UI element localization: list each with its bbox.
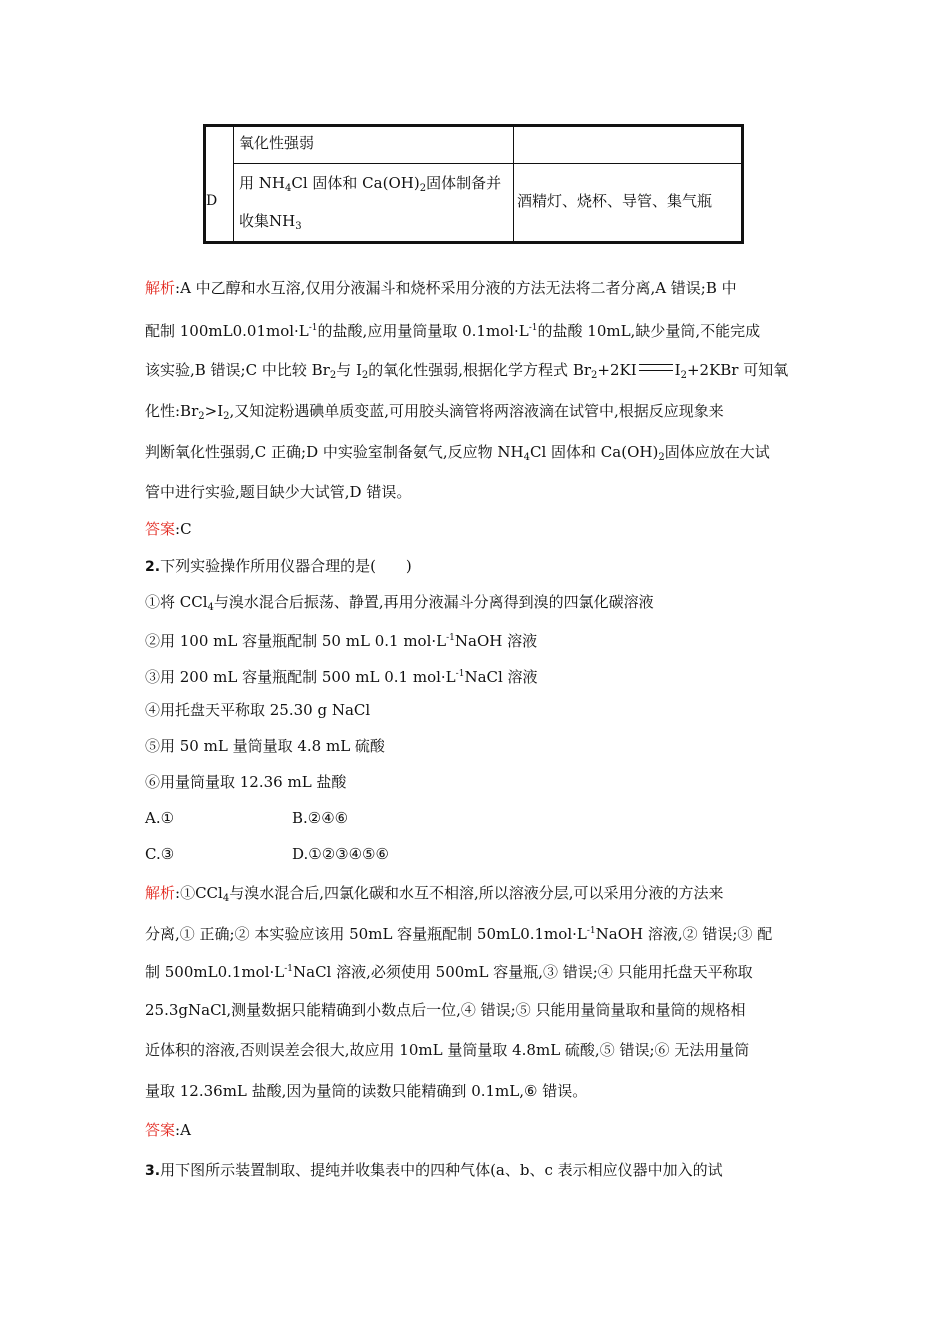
answer1: 答案:C [145,520,192,538]
analysis2-line3: 制 $500mL0.1mol\cdot L^{-1}NaCl$ 溶液,必须使用 500mL 容量瓶,③ 错误;④ 只能用托盘天平称取 [145,963,753,981]
question2-option6: ⑥用量筒量取 12.36 mL 盐酸 [145,773,347,791]
question2-option2: ②用 100 mL 容量瓶配制 50 mL 0.1 $mol\cdot L^{-1}NaOH$ 溶液 [145,632,538,650]
analysis1-line5: 判断氧化性强弱,C 正确;D 中实验室制备氨气,反应物 $NH_4Cl$ 固体和 $Ca(OH)_2$固体应放在大试 [145,443,770,463]
table-divider [233,127,234,241]
choice-c: C.③ [145,845,175,863]
analysis2-line6: 量取 12.36mL 盐酸,因为量筒的读数只能精确到 0.1mL,⑥ 错误。 [145,1082,588,1100]
table-divider [513,127,514,241]
question2-option5: ⑤用 50 mL 量筒量取 4.8 mL 硫酸 [145,737,385,755]
equation-equals-sign [639,364,673,371]
table-row2-content-line2: 收集$NH_3$ [239,212,302,232]
analysis1-line3: 该实验,B 错误;C 中比较 $Br_2$与 $I_2$的氧化性强弱,根据化学方程式 $Br_2+2KI$ $I_2+2KBr$ 可知氧 [145,361,789,381]
analysis-label: 解析 [145,884,176,902]
analysis2-line4: 25.3gNaCl,测量数据只能精确到小数点后一位,④ 错误;⑤ 只能用量筒量取和量筒的规格相 [145,1001,746,1019]
analysis1-line6: 管中进行实验,题目缺少大试管,D 错误。 [145,483,412,501]
question2-option1: ①将 CCl$_4$与溴水混合后振荡、静置,再用分液漏斗分离得到溴的四氯化碳溶液 [145,593,654,613]
analysis1-line4: 化性$:Br_2>I_2$,又知淀粉遇碘单质变蓝,可用胶头滴管将两溶液滴在试管中,根据反应现象来 [145,402,724,422]
table-row-divider [233,163,741,164]
question2-stem: 2.下列实验操作所用仪器合理的是( ) [145,557,412,575]
table-row2-content: 用 $NH_4Cl$ 固体和 $Ca(OH)_2$固体制备并 [239,174,502,194]
choice-a: A.① [145,809,175,827]
question3-stem: 3.用下图所示装置制取、提纯并收集表中的四种气体(a、b、c 表示相应仪器中加入的试 [145,1161,723,1179]
analysis1-line2: 配制 $100mL0.01mol\cdot L^{-1}$的盐酸,应用量筒量取 $0.1mol\cdot L^{-1}$的盐酸 10mL,缺少量筒,不能完成 [145,322,761,340]
analysis1-line1: 解析:A 中乙醇和水互溶,仅用分液漏斗和烧杯采用分液的方法无法将二者分离,A 错误;B 中 [145,279,737,297]
choice-d: D.①②③④⑤⑥ [292,845,389,863]
answer-label: 答案 [145,1121,176,1139]
answer2: 答案:A [145,1121,191,1139]
analysis2-line2: 分离,① 正确;② 本实验应该用 50mL 容量瓶配制 $50mL0.1mol\cdot L^{-1}NaOH$ 溶液,② 错误;③ 配 [145,925,773,943]
table-row2-label: D [206,193,218,209]
analysis-label: 解析 [145,279,176,297]
answer-label: 答案 [145,520,176,538]
experiment-table [203,124,744,244]
table-row1-content: 氧化性强弱 [239,134,315,152]
question2-option4: ④用托盘天平称取 25.30 g NaCl [145,701,371,719]
analysis2-line5: 近体积的溶液,否则误差会很大,故应用 10mL 量筒量取 4.8mL 硫酸,⑤ 错误;⑥ 无法用量筒 [145,1041,750,1059]
table-row2-equipment: 酒精灯、烧杯、导管、集气瓶 [517,192,713,210]
question2-option3: ③用 200 mL 容量瓶配制 500 mL 0.1 $mol\cdot L^{-1}NaCl$ 溶液 [145,668,538,686]
choice-b: B.②④⑥ [292,809,349,827]
analysis2-line1: 解析:①CCl$_4$与溴水混合后,四氯化碳和水互不相溶,所以溶液分层,可以采用分液的方法来 [145,884,724,904]
